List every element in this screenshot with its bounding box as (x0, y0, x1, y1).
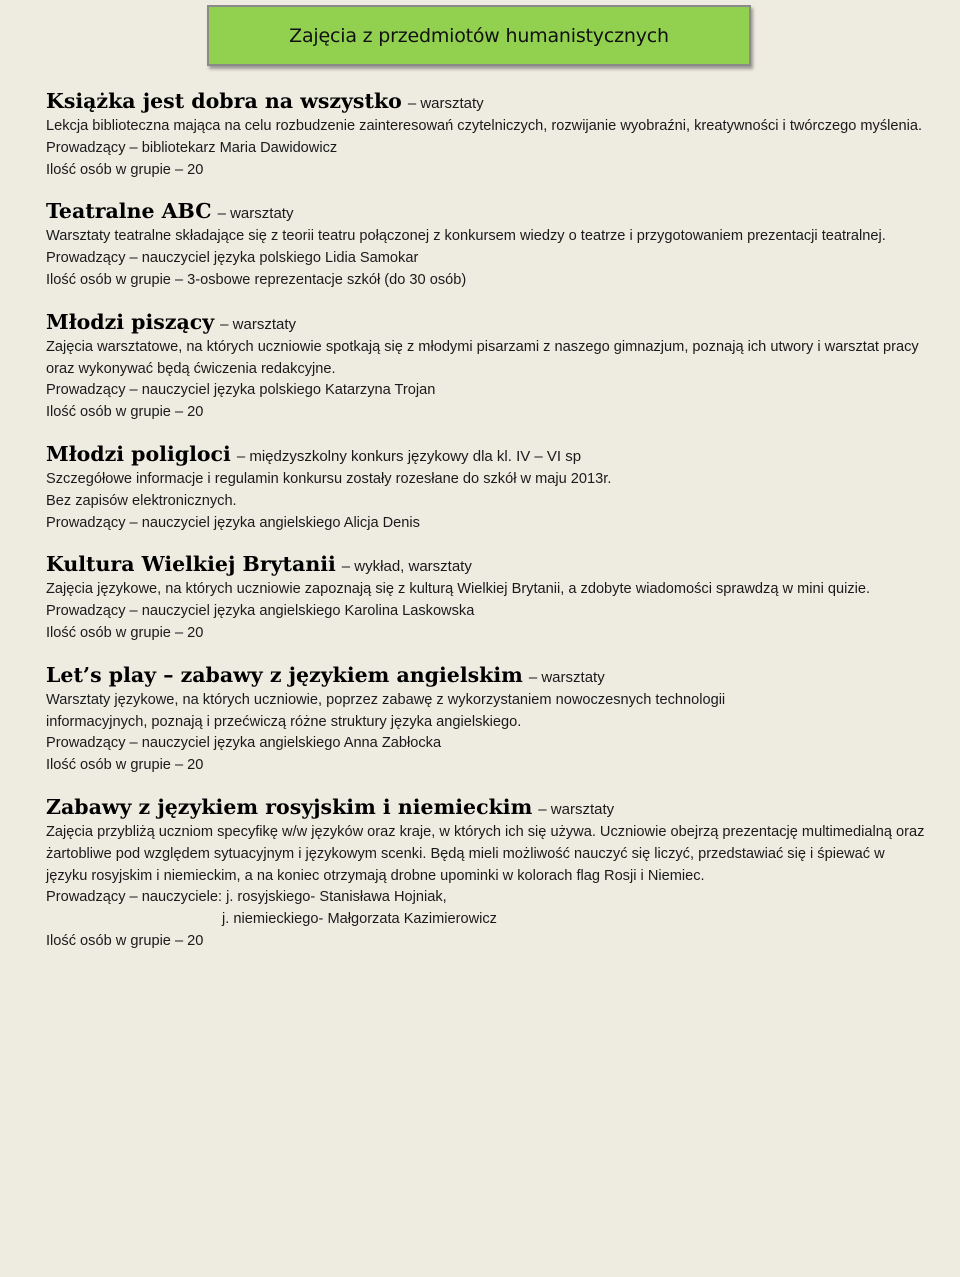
section-type: – międzyszkolny konkurs językowy dla kl. IV – VI sp (236, 447, 582, 465)
section-group-size: Ilość osób w grupie – 20 (46, 404, 204, 421)
section-lets-play (46, 660, 926, 777)
section-title: Młodzi poligloci (46, 441, 231, 466)
section-heading (46, 660, 926, 690)
section-group-size: Ilość osób w grupie – 3-osbowe reprezentacje szkół (do 30 osób) (46, 271, 467, 288)
document-body (46, 86, 926, 968)
section-kultura-wielkiej-brytanii (46, 549, 926, 644)
section-description: Zajęcia językowe, na których uczniowie zapoznają się z kulturą Wielkiej Brytanii, a zdobyte wiadomości sprawdzą w mini quizie. (46, 581, 871, 598)
section-description: Szczegółowe informacje i regulamin konkursu zostały rozesłane do szkół w maju 2013r. (46, 470, 612, 487)
section-group-size: Ilość osób w grupie – 20 (46, 624, 204, 641)
section-leader: Prowadzący – nauczyciel języka angielskiego Anna Zabłocka (46, 735, 442, 752)
section-leader: Prowadzący – nauczyciel języka angielskiego Alicja Denis (46, 514, 420, 531)
section-group-size: Ilość osób w grupie – 20 (46, 757, 204, 774)
section-title: Zabawy z językiem rosyjskim i niemieckim (46, 794, 533, 819)
section-heading (46, 196, 926, 226)
section-heading (46, 307, 926, 337)
header-banner (207, 5, 751, 66)
section-teatralne-abc (46, 196, 926, 291)
section-description: Lekcja biblioteczna mająca na celu rozbudzenie zainteresowań czytelniczych, rozwijanie wyobraźni, kreatywności i twórczego myślenia. (46, 118, 923, 134)
section-title: Książka jest dobra na wszystko (46, 89, 402, 113)
section-heading (46, 86, 926, 116)
section-title: Młodzi piszący (46, 309, 215, 334)
section-description: Zajęcia warsztatowe, na których uczniowie spotkają się z młodymi pisarzami z naszego gimnazjum, poznają ich utwory i warsztat pracy oraz wykonywać będą ćwiczenia redakcyjne. (46, 338, 919, 377)
section-leader: Prowadzący – nauczyciele: j. rosyjskiego- Stanisława Hojniak, (46, 889, 447, 906)
section-group-size: Ilość osób w grupie – 20 (46, 161, 204, 178)
section-type: – warsztaty (217, 205, 294, 223)
section-mlodzi-piszacy (46, 307, 926, 424)
section-title: Kultura Wielkiej Brytanii (46, 552, 336, 577)
section-title: Let’s play – zabawy z językiem angielskim (46, 662, 523, 687)
section-description-line-1: Warsztaty językowe, na których uczniowie, poprzez zabawę z wykorzystaniem nowoczesnych technologii (46, 691, 726, 708)
section-leader: Prowadzący – nauczyciel języka angielskiego Karolina Laskowska (46, 603, 475, 620)
section-description-line-2: informacyjnych, poznają i przećwiczą różne struktury języka angielskiego. (46, 713, 522, 730)
section-mlodzi-poligloci (46, 439, 926, 534)
section-zabawy-rosyjski-niemiecki (46, 792, 926, 953)
page-title: Zajęcia z przedmiotów humanistycznych (289, 24, 669, 47)
section-heading (46, 549, 926, 579)
section-leader: Prowadzący – nauczyciel języka polskiego Lidia Samokar (46, 250, 419, 267)
section-title: Teatralne ABC (46, 199, 212, 224)
section-heading (46, 792, 926, 822)
section-type: – warsztaty (538, 800, 615, 818)
section-type: – warsztaty (220, 315, 296, 333)
section-ksiazka (46, 86, 926, 181)
section-type: – warsztaty (528, 668, 605, 686)
section-description: Zajęcia przybliżą uczniom specyfikę w/w języków oraz kraje, w których ich się używa. Uczniowie obejrzą prezentację multimedialną oraz żartobliwe pod względem sytuacyjnym i językowym scenki. Będą mieli możliwość nauczyć się liczyć, przedstawiać się i śpiewać w języku rosyjskim i niemieckim, a na koniec otrzymają drobne upominki w kolorach flag Rosji i Niemiec. (46, 823, 925, 884)
section-description: Warsztaty teatralne składające się z teorii teatru połączonej z konkursem wiedzy o teatrze i przygotowaniem prezentacji teatralnej. (46, 228, 886, 245)
section-leader: Prowadzący – nauczyciel języka polskiego Katarzyna Trojan (46, 382, 436, 399)
section-note: Bez zapisów elektronicznych. (46, 492, 237, 509)
section-heading (46, 439, 926, 469)
section-leader-second: j. niemieckiego- Małgorzata Kazimierowicz (222, 911, 497, 928)
section-type: – warsztaty (407, 95, 484, 112)
section-leader: Prowadzący – bibliotekarz Maria Dawidowicz (46, 139, 338, 156)
section-group-size: Ilość osób w grupie – 20 (46, 932, 204, 949)
section-type: – wykład, warsztaty (341, 558, 472, 576)
